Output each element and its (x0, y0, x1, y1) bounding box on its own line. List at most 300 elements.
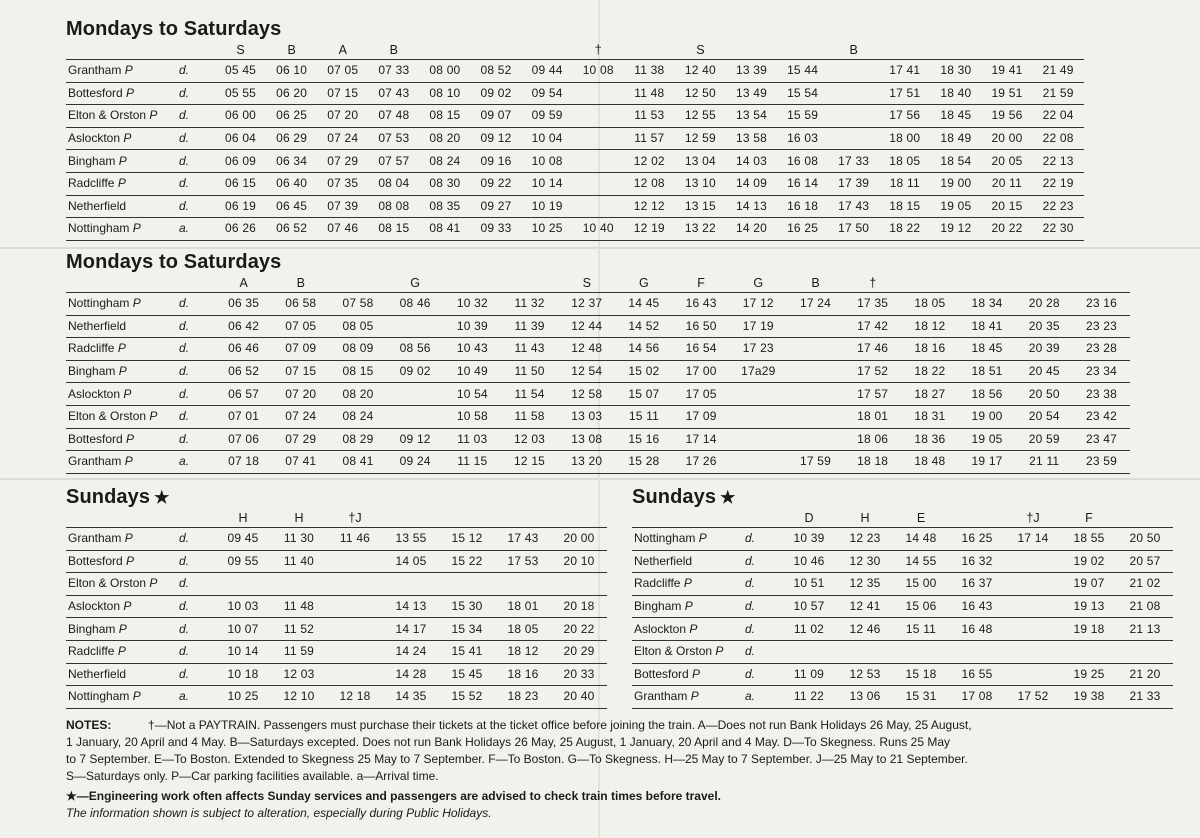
time-cell: 18 54 (930, 150, 981, 173)
time-cell: 06 10 (266, 60, 317, 83)
time-cell: 18 27 (901, 383, 958, 406)
dep-arr-marker: d. (179, 293, 215, 316)
time-cell: 17 56 (879, 105, 930, 128)
time-cell: 08 46 (387, 293, 444, 316)
time-cell: 11 46 (327, 528, 383, 551)
service-code: B (296, 276, 305, 290)
parking-marker: P (124, 531, 133, 546)
table-row (66, 105, 1084, 128)
time-cell: 15 34 (439, 618, 495, 641)
time-cell: 15 28 (615, 451, 672, 474)
time-cell: 15 00 (893, 573, 949, 596)
parking-marker: P (689, 621, 698, 636)
station-name: Elton & Orston P (66, 105, 179, 128)
time-cell: 13 49 (726, 82, 777, 105)
dep-arr-marker: d. (745, 550, 781, 573)
station-name: Bottesford P (632, 663, 745, 686)
time-cell: 18 00 (879, 127, 930, 150)
table-row (66, 451, 1130, 474)
time-cell: 12 19 (624, 218, 675, 241)
time-cell: 17 24 (787, 293, 844, 316)
table-row (66, 338, 1130, 361)
time-cell: 09 55 (215, 550, 271, 573)
header-da-spacer (179, 275, 215, 293)
time-cell: 18 36 (901, 428, 958, 451)
time-cell: 06 09 (215, 150, 266, 173)
time-cell: 15 18 (893, 663, 949, 686)
parking-marker: P (126, 431, 135, 446)
time-cell: 10 07 (215, 618, 271, 641)
time-cell: 06 42 (215, 315, 272, 338)
time-cell: 14 09 (726, 172, 777, 195)
time-cell: 14 52 (615, 315, 672, 338)
table-row (632, 595, 1173, 618)
time-cell (327, 573, 383, 596)
time-cell (828, 105, 879, 128)
station-name: Grantham P (66, 60, 179, 83)
time-cell: 16 25 (949, 528, 1005, 551)
time-cell: 19 17 (958, 451, 1015, 474)
time-cell (439, 573, 495, 596)
time-cell: 11 52 (271, 618, 327, 641)
time-cell: 08 35 (419, 195, 470, 218)
dep-arr-marker: d. (179, 360, 215, 383)
station-name: Radcliffe P (66, 172, 179, 195)
service-code (949, 510, 1005, 528)
time-cell (495, 573, 551, 596)
station-name: Radcliffe P (66, 338, 179, 361)
time-cell: 18 31 (901, 405, 958, 428)
station-name: Netherfield (66, 195, 179, 218)
time-cell: 08 10 (419, 82, 470, 105)
table-row (66, 360, 1130, 383)
time-cell: 18 55 (1061, 528, 1117, 551)
time-cell: 17 09 (673, 405, 730, 428)
time-cell: 10 08 (522, 150, 573, 173)
time-cell (787, 383, 844, 406)
service-code: A (338, 43, 347, 57)
time-cell: 15 22 (439, 550, 495, 573)
timetable-mon-sat-return (66, 249, 1130, 474)
station-name: Netherfield (66, 315, 179, 338)
time-cell: 10 14 (215, 640, 271, 663)
time-cell: 10 43 (444, 338, 501, 361)
service-code (1117, 510, 1173, 528)
time-cell: 10 08 (573, 60, 624, 83)
time-cell: 09 12 (387, 428, 444, 451)
service-code (383, 510, 439, 528)
time-cell: 17 19 (730, 315, 787, 338)
time-cell: 09 33 (470, 218, 521, 241)
time-cell: 11 48 (271, 595, 327, 618)
time-cell: 12 37 (558, 293, 615, 316)
table-row (66, 428, 1130, 451)
time-cell: 16 14 (777, 172, 828, 195)
service-code: H (294, 511, 304, 525)
parking-marker: P (132, 221, 141, 236)
time-cell: 19 25 (1061, 663, 1117, 686)
time-cell: 10 57 (781, 595, 837, 618)
time-cell: 18 12 (901, 315, 958, 338)
time-cell (551, 573, 607, 596)
time-cell (787, 360, 844, 383)
parking-marker: P (117, 341, 126, 356)
time-cell: 18 05 (879, 150, 930, 173)
time-cell (1005, 640, 1061, 663)
time-cell: 18 41 (958, 315, 1015, 338)
time-cell: 14 56 (615, 338, 672, 361)
parking-marker: P (684, 599, 693, 614)
time-cell (387, 315, 444, 338)
time-cell: 18 51 (958, 360, 1015, 383)
service-code (930, 42, 981, 60)
time-cell: 20 29 (551, 640, 607, 663)
table-row (66, 60, 1084, 83)
time-cell: 13 06 (837, 686, 893, 709)
notes-line-1: NOTES: †—Not a PAYTRAIN. Passengers must purchase their tickets at the ticket office before joining the train. A—Does not run Bank Holidays 26 May, 25 August, (66, 718, 972, 732)
dep-arr-marker: d. (179, 618, 215, 641)
service-code (522, 42, 573, 60)
table-row (66, 150, 1084, 173)
time-cell: 21 49 (1033, 60, 1084, 83)
time-cell: 09 59 (522, 105, 573, 128)
time-cell: 07 05 (272, 315, 329, 338)
service-code: † (869, 276, 877, 290)
notes-heading: NOTES: (66, 718, 112, 732)
time-cell: 17 05 (673, 383, 730, 406)
notes-warning: ★—Engineering work often affects Sunday services and passengers are advised to check train times before travel. (66, 789, 721, 803)
time-cell: 12 55 (675, 105, 726, 128)
time-cell: 15 12 (439, 528, 495, 551)
header-da-spacer (179, 42, 215, 60)
time-cell: 20 28 (1016, 293, 1073, 316)
time-cell: 20 05 (981, 150, 1032, 173)
time-cell: 11 54 (501, 383, 558, 406)
time-cell: 12 58 (558, 383, 615, 406)
time-cell: 11 22 (781, 686, 837, 709)
time-cell: 07 29 (317, 150, 368, 173)
time-cell: 18 15 (879, 195, 930, 218)
time-cell: 09 07 (470, 105, 521, 128)
dep-arr-marker: d. (179, 127, 215, 150)
parking-marker: P (123, 386, 132, 401)
time-cell: 10 51 (781, 573, 837, 596)
time-cell (573, 105, 624, 128)
time-cell (573, 172, 624, 195)
time-cell: 11 48 (624, 82, 675, 105)
time-cell: 22 13 (1033, 150, 1084, 173)
time-cell: 23 42 (1073, 405, 1130, 428)
time-cell: 08 08 (368, 195, 419, 218)
time-cell: 23 59 (1073, 451, 1130, 474)
time-cell (1005, 618, 1061, 641)
parking-marker: P (117, 176, 126, 191)
dep-arr-marker: d. (745, 528, 781, 551)
table-row (66, 618, 607, 641)
parking-marker: P (690, 689, 699, 704)
time-cell: 14 03 (726, 150, 777, 173)
parking-marker: P (132, 689, 141, 704)
time-cell: 06 04 (215, 127, 266, 150)
time-cell: 08 29 (329, 428, 386, 451)
parking-marker: P (117, 644, 126, 659)
star-icon: ★ (154, 488, 170, 507)
time-cell: 10 25 (215, 686, 271, 709)
time-cell: 10 04 (522, 127, 573, 150)
service-code: B (849, 43, 858, 57)
time-cell: 06 46 (215, 338, 272, 361)
time-cell: 18 16 (901, 338, 958, 361)
time-cell: 10 19 (522, 195, 573, 218)
station-name: Elton & Orston P (66, 405, 179, 428)
time-cell: 18 45 (958, 338, 1015, 361)
section-title: Sundays ★ (66, 486, 170, 508)
time-cell: 13 22 (675, 218, 726, 241)
station-name: Radcliffe P (66, 640, 179, 663)
time-cell: 17 14 (1005, 528, 1061, 551)
table-row (66, 383, 1130, 406)
station-name: Nottingham P (66, 686, 179, 709)
time-cell: 19 41 (981, 60, 1032, 83)
time-cell: 06 58 (272, 293, 329, 316)
table-row (66, 405, 1130, 428)
time-cell: 09 54 (522, 82, 573, 105)
dep-arr-marker: a. (745, 686, 781, 709)
time-cell: 12 03 (271, 663, 327, 686)
time-cell: 15 54 (777, 82, 828, 105)
time-cell (271, 573, 327, 596)
time-cell: 12 30 (837, 550, 893, 573)
time-cell: 09 16 (470, 150, 521, 173)
service-code (1073, 275, 1130, 293)
service-code: H (238, 511, 248, 525)
time-cell: 17 46 (844, 338, 901, 361)
timetable-mon-sat-outbound (66, 16, 1084, 241)
time-cell: 11 38 (624, 60, 675, 83)
time-cell: 08 30 (419, 172, 470, 195)
time-cell: 19 51 (981, 82, 1032, 105)
time-cell: 16 54 (673, 338, 730, 361)
station-name: Grantham P (66, 451, 179, 474)
time-cell: 10 18 (215, 663, 271, 686)
time-cell: 11 30 (271, 528, 327, 551)
time-cell: 11 59 (271, 640, 327, 663)
time-cell (828, 82, 879, 105)
time-cell: 15 59 (777, 105, 828, 128)
time-cell: 07 43 (368, 82, 419, 105)
time-cell: 09 44 (522, 60, 573, 83)
station-name: Elton & Orston P (66, 573, 179, 596)
table-row (632, 663, 1173, 686)
time-cell: 13 08 (558, 428, 615, 451)
time-cell (327, 618, 383, 641)
time-cell: 11 15 (444, 451, 501, 474)
time-cell (573, 150, 624, 173)
time-cell: 16 32 (949, 550, 1005, 573)
time-cell: 08 15 (329, 360, 386, 383)
dep-arr-marker: d. (745, 618, 781, 641)
station-name: Radcliffe P (632, 573, 745, 596)
time-cell (787, 428, 844, 451)
time-cell: 20 33 (551, 663, 607, 686)
time-cell: 08 52 (470, 60, 521, 83)
header-da-spacer (179, 510, 215, 528)
time-cell: 20 22 (981, 218, 1032, 241)
time-cell: 15 06 (893, 595, 949, 618)
time-cell (383, 573, 439, 596)
service-code (958, 275, 1015, 293)
table-row (66, 573, 607, 596)
service-code (981, 42, 1032, 60)
table-row (632, 686, 1173, 709)
time-cell: 17 59 (787, 451, 844, 474)
time-cell (1005, 595, 1061, 618)
parking-marker: P (124, 63, 133, 78)
time-cell: 06 29 (266, 127, 317, 150)
time-cell: 14 13 (383, 595, 439, 618)
table-row (66, 172, 1084, 195)
time-cell: 23 16 (1073, 293, 1130, 316)
header-station-spacer (66, 275, 179, 293)
time-cell: 14 20 (726, 218, 777, 241)
time-cell: 11 09 (781, 663, 837, 686)
dep-arr-marker: d. (179, 663, 215, 686)
dep-arr-marker: a. (179, 218, 215, 241)
time-cell: 08 20 (329, 383, 386, 406)
time-cell (1005, 573, 1061, 596)
time-cell: 19 00 (958, 405, 1015, 428)
station-name: Bingham P (632, 595, 745, 618)
time-cell: 12 08 (624, 172, 675, 195)
time-cell: 17 08 (949, 686, 1005, 709)
table-row (66, 528, 607, 551)
time-cell: 12 12 (624, 195, 675, 218)
time-cell: 06 20 (266, 82, 317, 105)
time-cell: 19 02 (1061, 550, 1117, 573)
time-cell (573, 82, 624, 105)
time-cell: 09 27 (470, 195, 521, 218)
time-cell (387, 405, 444, 428)
time-cell: 12 50 (675, 82, 726, 105)
time-cell: 16 48 (949, 618, 1005, 641)
service-code: S (582, 276, 591, 290)
time-cell: 17 33 (828, 150, 879, 173)
service-code: B (811, 276, 820, 290)
time-cell: 19 12 (930, 218, 981, 241)
table-row (66, 663, 607, 686)
time-cell: 18 49 (930, 127, 981, 150)
time-cell: 15 16 (615, 428, 672, 451)
dep-arr-marker: d. (745, 663, 781, 686)
station-name: Aslockton P (632, 618, 745, 641)
time-cell: 10 39 (444, 315, 501, 338)
notes-line-3: to 7 September. E—To Boston. Extended to Skegness 25 May to 7 September. F—To Boston. G—To Skegness. H—25 May to 7 September. J—25 May to 21 September. (66, 752, 968, 766)
time-cell: 12 23 (837, 528, 893, 551)
time-cell: 09 22 (470, 172, 521, 195)
time-cell: 21 08 (1117, 595, 1173, 618)
time-cell: 13 03 (558, 405, 615, 428)
time-cell: 16 37 (949, 573, 1005, 596)
time-cell: 12 02 (624, 150, 675, 173)
dep-arr-marker: d. (745, 573, 781, 596)
time-cell: 20 59 (1016, 428, 1073, 451)
dep-arr-marker: d. (179, 338, 215, 361)
time-cell: 13 10 (675, 172, 726, 195)
table-row (66, 82, 1084, 105)
parking-marker: P (124, 454, 133, 469)
service-code (1033, 42, 1084, 60)
service-code (901, 275, 958, 293)
time-cell: 20 18 (551, 595, 607, 618)
table-row (632, 550, 1173, 573)
time-cell: 12 54 (558, 360, 615, 383)
time-cell: 20 50 (1016, 383, 1073, 406)
time-cell: 20 39 (1016, 338, 1073, 361)
time-cell: 07 15 (317, 82, 368, 105)
time-cell: 20 57 (1117, 550, 1173, 573)
time-cell: 22 04 (1033, 105, 1084, 128)
time-cell: 05 55 (215, 82, 266, 105)
time-cell: 17 53 (495, 550, 551, 573)
table-row (66, 595, 607, 618)
time-cell: 16 55 (949, 663, 1005, 686)
time-cell: 18 34 (958, 293, 1015, 316)
time-cell: 22 19 (1033, 172, 1084, 195)
time-cell: 18 56 (958, 383, 1015, 406)
time-cell: 07 46 (317, 218, 368, 241)
time-cell: 23 34 (1073, 360, 1130, 383)
section-title: Mondays to Saturdays (66, 251, 282, 273)
parking-marker: P (715, 644, 724, 659)
time-cell (787, 405, 844, 428)
time-cell: 08 41 (329, 451, 386, 474)
station-name: Aslockton P (66, 127, 179, 150)
time-cell: 20 45 (1016, 360, 1073, 383)
time-cell (781, 640, 837, 663)
time-cell: 15 44 (777, 60, 828, 83)
time-cell: 17 43 (495, 528, 551, 551)
station-name: Bingham P (66, 618, 179, 641)
time-cell: 21 20 (1117, 663, 1173, 686)
time-cell: 23 23 (1073, 315, 1130, 338)
time-cell: 10 40 (573, 218, 624, 241)
dep-arr-marker: d. (745, 595, 781, 618)
dep-arr-marker: d. (179, 150, 215, 173)
time-cell: 09 12 (470, 127, 521, 150)
time-cell: 07 24 (272, 405, 329, 428)
station-name: Elton & Orston P (632, 640, 745, 663)
time-cell (215, 573, 271, 596)
time-cell (787, 315, 844, 338)
header-station-spacer (66, 510, 179, 528)
time-cell: 09 02 (387, 360, 444, 383)
time-cell: 19 00 (930, 172, 981, 195)
service-code (879, 42, 930, 60)
time-cell: 12 44 (558, 315, 615, 338)
service-code (439, 510, 495, 528)
table-row (66, 686, 607, 709)
time-cell: 20 54 (1016, 405, 1073, 428)
time-cell: 12 18 (327, 686, 383, 709)
time-cell: 17a29 (730, 360, 787, 383)
time-cell: 10 03 (215, 595, 271, 618)
time-cell: 19 38 (1061, 686, 1117, 709)
time-cell: 17 14 (673, 428, 730, 451)
time-cell (828, 60, 879, 83)
table-row (632, 573, 1173, 596)
service-code: E (916, 511, 926, 525)
time-cell: 16 08 (777, 150, 828, 173)
